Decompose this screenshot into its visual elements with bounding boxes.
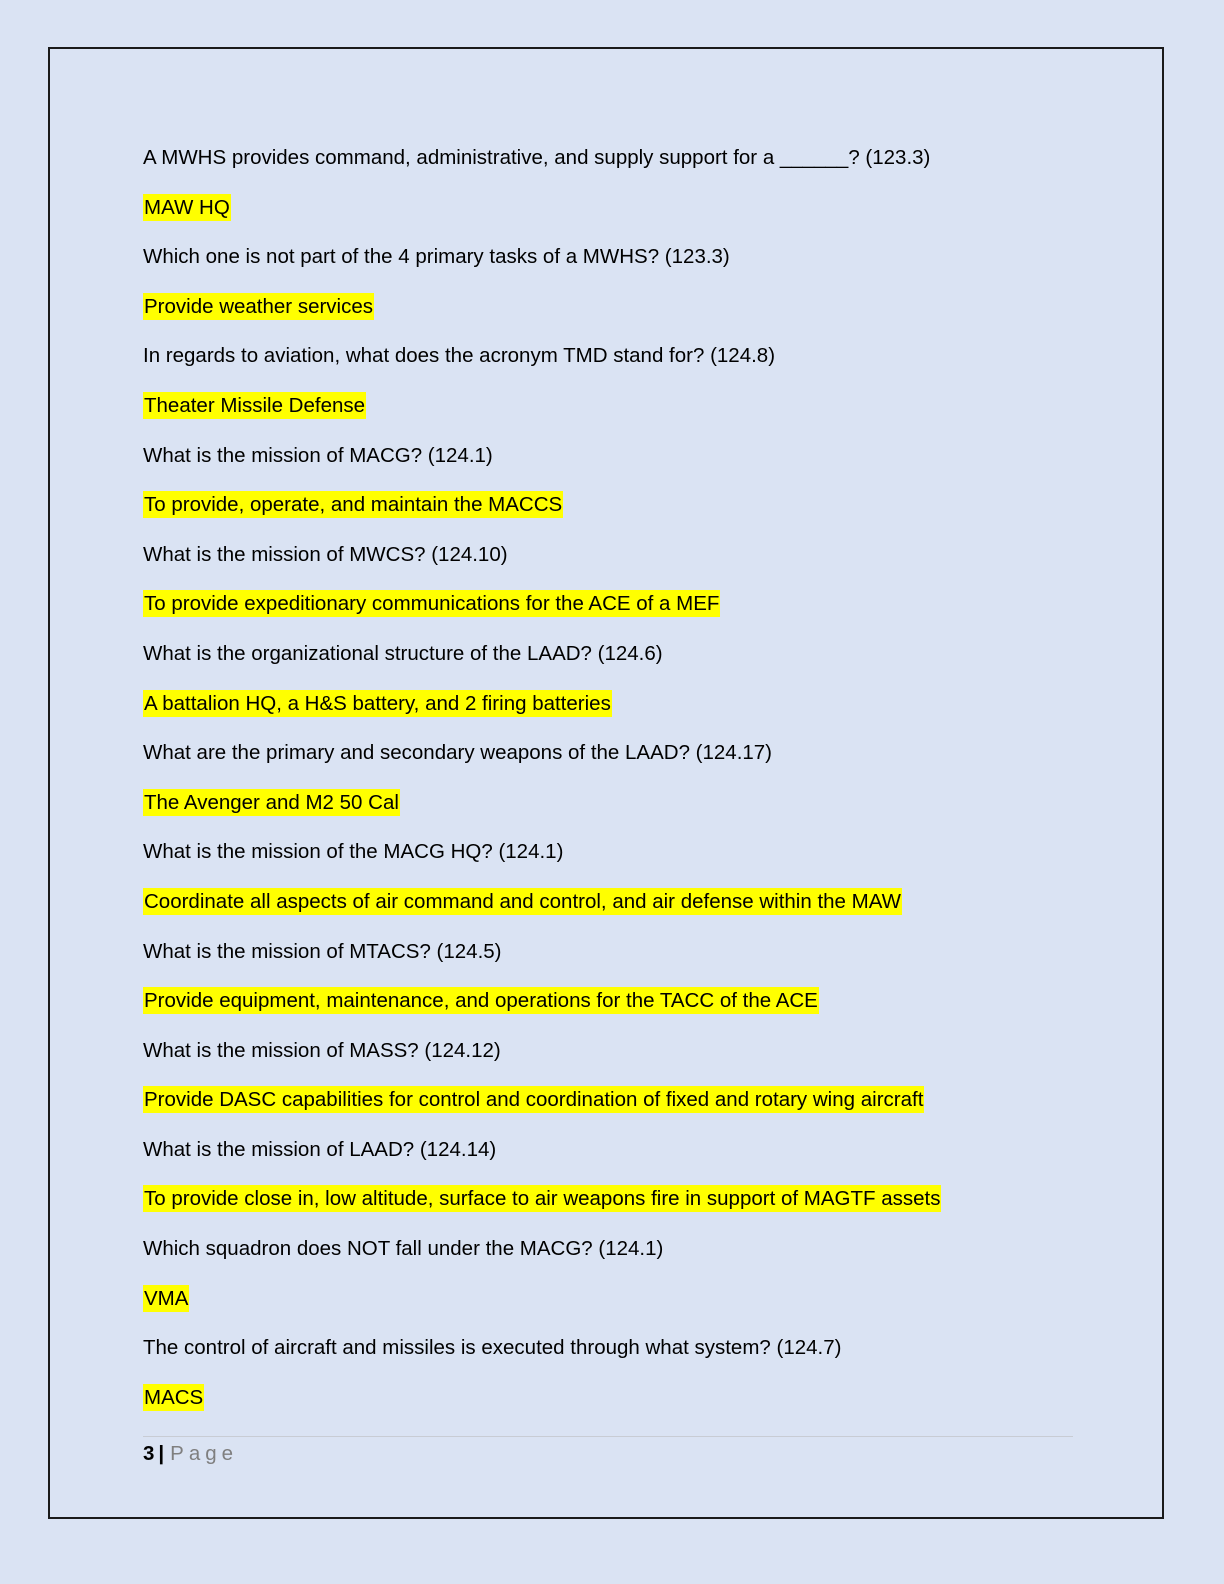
answer-9 bbox=[143, 981, 1083, 1031]
question-5: What is the mission of MWCS? (124.10) bbox=[143, 542, 508, 566]
answer-highlight: MACS bbox=[144, 1385, 204, 1409]
question-7: What are the primary and secondary weapons of the LAAD? (124.17) bbox=[143, 741, 773, 765]
answer-highlight: A battalion HQ, a H&S battery, and 2 firing batteries bbox=[144, 691, 611, 715]
answer-highlight: To provide expeditionary communications for the ACE of a MEF bbox=[144, 592, 720, 616]
footer-separator: | bbox=[158, 1442, 165, 1465]
answer-1 bbox=[143, 188, 1083, 238]
question-2: Which one is not part of the 4 primary tasks of a MWHS? (123.3) bbox=[143, 245, 730, 269]
page-label: Page bbox=[170, 1442, 239, 1465]
question-10: What is the mission of MASS? (124.12) bbox=[143, 1038, 501, 1062]
answer-highlight: Theater Missile Defense bbox=[144, 393, 366, 417]
answer-highlight: Coordinate all aspects of air command and control, and air defense within the MAW bbox=[144, 889, 901, 913]
question-4: What is the mission of MACG? (124.1) bbox=[143, 443, 493, 467]
qa-list bbox=[143, 138, 1083, 1427]
answer-8 bbox=[143, 882, 1083, 932]
answer-6 bbox=[143, 684, 1083, 734]
question-3: In regards to aviation, what does the acronym TMD stand for? (124.8) bbox=[143, 344, 776, 368]
answer-11 bbox=[143, 1179, 1083, 1229]
question-13: The control of aircraft and missiles is executed through what system? (124.7) bbox=[143, 1336, 842, 1360]
question-1: A MWHS provides command, administrative, and supply support for a ______? (123.3) bbox=[143, 146, 931, 169]
question-11: What is the mission of LAAD? (124.14) bbox=[143, 1137, 497, 1161]
answer-highlight: The Avenger and M2 50 Cal bbox=[144, 790, 399, 814]
footer-divider bbox=[143, 1436, 1073, 1437]
question-8: What is the mission of the MACG HQ? (124.1) bbox=[143, 840, 564, 864]
answer-highlight: To provide, operate, and maintain the MACCS bbox=[144, 493, 563, 517]
page-number: 3 bbox=[143, 1442, 155, 1465]
answer-4 bbox=[143, 485, 1083, 535]
answer-highlight: Provide DASC capabilities for control and coordination of fixed and rotary wing aircraft bbox=[144, 1088, 924, 1112]
question-12: Which squadron does NOT fall under the MACG? (124.1) bbox=[143, 1237, 664, 1261]
answer-highlight: Provide equipment, maintenance, and operations for the TACC of the ACE bbox=[144, 989, 818, 1013]
question-6: What is the organizational structure of the LAAD? (124.6) bbox=[143, 641, 663, 665]
answer-13 bbox=[143, 1378, 1083, 1428]
answer-highlight: To provide close in, low altitude, surface to air weapons fire in support of MAGTF assets bbox=[144, 1187, 941, 1211]
answer-2 bbox=[143, 287, 1083, 337]
answer-7 bbox=[143, 783, 1083, 833]
answer-3 bbox=[143, 386, 1083, 436]
answer-5 bbox=[143, 584, 1083, 634]
answer-10 bbox=[143, 1080, 1083, 1130]
page-footer bbox=[143, 1440, 238, 1468]
answer-highlight: MAW HQ bbox=[144, 195, 230, 219]
answer-highlight: VMA bbox=[144, 1286, 189, 1310]
answer-highlight: Provide weather services bbox=[144, 294, 374, 318]
question-9: What is the mission of MTACS? (124.5) bbox=[143, 939, 502, 963]
answer-12 bbox=[143, 1279, 1083, 1329]
